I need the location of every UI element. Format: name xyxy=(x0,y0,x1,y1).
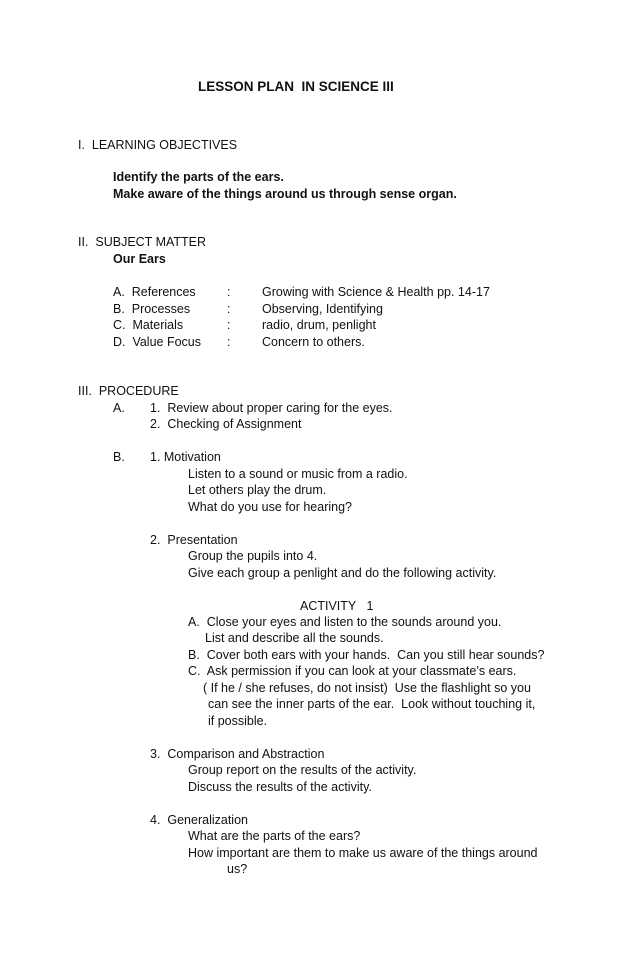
procedure-heading: III. PROCEDURE xyxy=(78,384,179,398)
procedure-part-a-label: A. xyxy=(113,401,125,415)
activity-line: if possible. xyxy=(208,714,268,728)
procedure-part-b-label: B. xyxy=(113,450,125,464)
subject-row-value: Concern to others. xyxy=(262,335,365,349)
objective-item: Identify the parts of the ears. xyxy=(113,170,284,184)
procedure-a-item: 2. Checking of Assignment xyxy=(150,417,302,431)
motivation-line: What do you use for hearing? xyxy=(188,500,352,514)
subject-row-separator: : xyxy=(227,335,231,349)
activity-line: C. Ask permission if you can look at your classmate’s ears. xyxy=(188,664,517,678)
presentation-heading: 2. Presentation xyxy=(150,533,238,547)
comparison-line: Group report on the results of the activity. xyxy=(188,763,417,777)
subject-matter-heading: II. SUBJECT MATTER xyxy=(78,235,207,249)
subject-row-label: A. References xyxy=(113,285,196,299)
subject-row-label: C. Materials xyxy=(113,318,184,332)
subject-row-separator: : xyxy=(227,302,231,316)
presentation-line: Give each group a penlight and do the following activity. xyxy=(188,566,497,580)
activity-line: List and describe all the sounds. xyxy=(205,631,384,645)
subject-row-separator: : xyxy=(227,318,231,332)
subject-topic: Our Ears xyxy=(113,252,166,266)
comparison-heading: 3. Comparison and Abstraction xyxy=(150,747,325,761)
activity-line: A. Close your eyes and listen to the sounds around you. xyxy=(188,615,502,629)
objective-item: Make aware of the things around us through sense organ. xyxy=(113,187,457,201)
procedure-a-item: 1. Review about proper caring for the eyes. xyxy=(150,401,393,415)
generalization-line: What are the parts of the ears? xyxy=(188,829,361,843)
activity-line: can see the inner parts of the ear. Look without touching it, xyxy=(208,697,536,711)
activity-title: ACTIVITY 1 xyxy=(300,599,374,613)
activity-line: ( If he / she refuses, do not insist) Use the flashlight so you xyxy=(203,681,531,695)
generalization-line: How important are them to make us aware of the things around xyxy=(188,846,538,860)
generalization-line: us? xyxy=(227,862,248,876)
generalization-heading: 4. Generalization xyxy=(150,813,248,827)
motivation-line: Let others play the drum. xyxy=(188,483,327,497)
subject-row-separator: : xyxy=(227,285,231,299)
comparison-line: Discuss the results of the activity. xyxy=(188,780,372,794)
objectives-heading: I. LEARNING OBJECTIVES xyxy=(78,138,238,152)
subject-row-label: D. Value Focus xyxy=(113,335,202,349)
subject-row-value: Observing, Identifying xyxy=(262,302,383,316)
subject-row-value: Growing with Science & Health pp. 14-17 xyxy=(262,285,490,299)
activity-line: B. Cover both ears with your hands. Can you still hear sounds? xyxy=(188,648,545,662)
presentation-line: Group the pupils into 4. xyxy=(188,549,318,563)
subject-row-label: B. Processes xyxy=(113,302,191,316)
document-title: LESSON PLAN IN SCIENCE III xyxy=(198,79,394,94)
subject-row-value: radio, drum, penlight xyxy=(262,318,376,332)
motivation-line: Listen to a sound or music from a radio. xyxy=(188,467,408,481)
motivation-heading: 1. Motivation xyxy=(150,450,221,464)
